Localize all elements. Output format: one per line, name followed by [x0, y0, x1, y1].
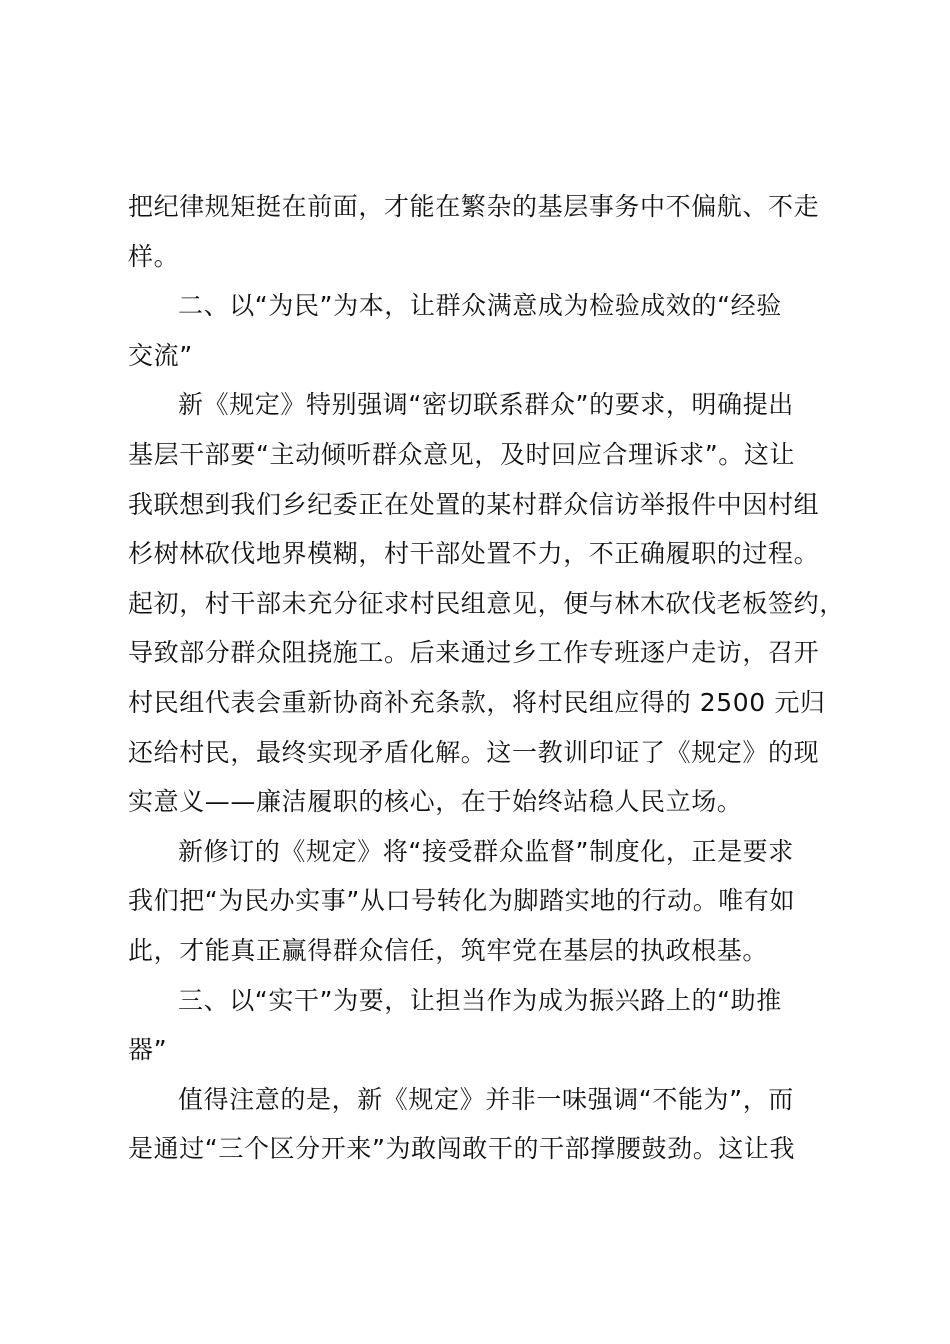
text-line: 我联想到我们乡纪委正在处置的某村群众信访举报件中因村组 — [128, 489, 820, 519]
text-line: 此，才能真正赢得群众信任，筑牢党在基层的执政根基。 — [128, 935, 769, 965]
body-text — [128, 182, 845, 1174]
section-heading: 交流” — [128, 340, 193, 370]
paragraph-start: 值得注意的是，新《规定》并非一味强调“不能为”，而 — [178, 1084, 794, 1114]
section-heading: 二、以“为民”为本，让群众满意成为检验成效的“经验 — [178, 291, 782, 321]
text-line: 还给村民，最终实现矛盾化解。这一教训印证了《规定》的现 — [128, 737, 820, 767]
text-line: 基层干部要“主动倾听群众意见，及时回应合理诉求”。这让 — [128, 439, 796, 469]
paragraph-start: 新修订的《规定》将“接受群众监督”制度化，正是要求 — [178, 836, 794, 866]
text-line: 是通过“三个区分开来”为敢闯敢干的干部撑腰鼓劲。这让我 — [128, 1134, 796, 1164]
text-line: 把纪律规矩挺在前面，才能在繁杂的基层事务中不偏航、不走 — [128, 192, 820, 221]
section-heading: 三、以“实干”为要，让担当作为成为振兴路上的“助推 — [178, 985, 782, 1015]
text-line: 村民组代表会重新协商补充条款，将村民组应得的 2500 元归 — [128, 687, 826, 717]
text-line: 起初，村干部未充分征求村民组意见，便与林木砍伐老板签约， — [128, 588, 845, 618]
text-line: 杉树林砍伐地界模糊，村干部处置不力，不正确履职的过程。 — [128, 539, 820, 569]
text-line: 实意义——廉洁履职的核心，在于始终站稳人民立场。 — [128, 787, 743, 817]
paragraph-start: 新《规定》特别强调“密切联系群众”的要求，明确提出 — [178, 390, 794, 420]
section-heading: 器” — [128, 1035, 168, 1065]
text-line: 样。 — [128, 241, 180, 271]
text-line: 我们把“为民办实事”从口号转化为脚踏实地的行动。唯有如 — [128, 886, 796, 916]
text-line: 导致部分群众阻挠施工。后来通过乡工作专班逐户走访，召开 — [128, 638, 820, 668]
